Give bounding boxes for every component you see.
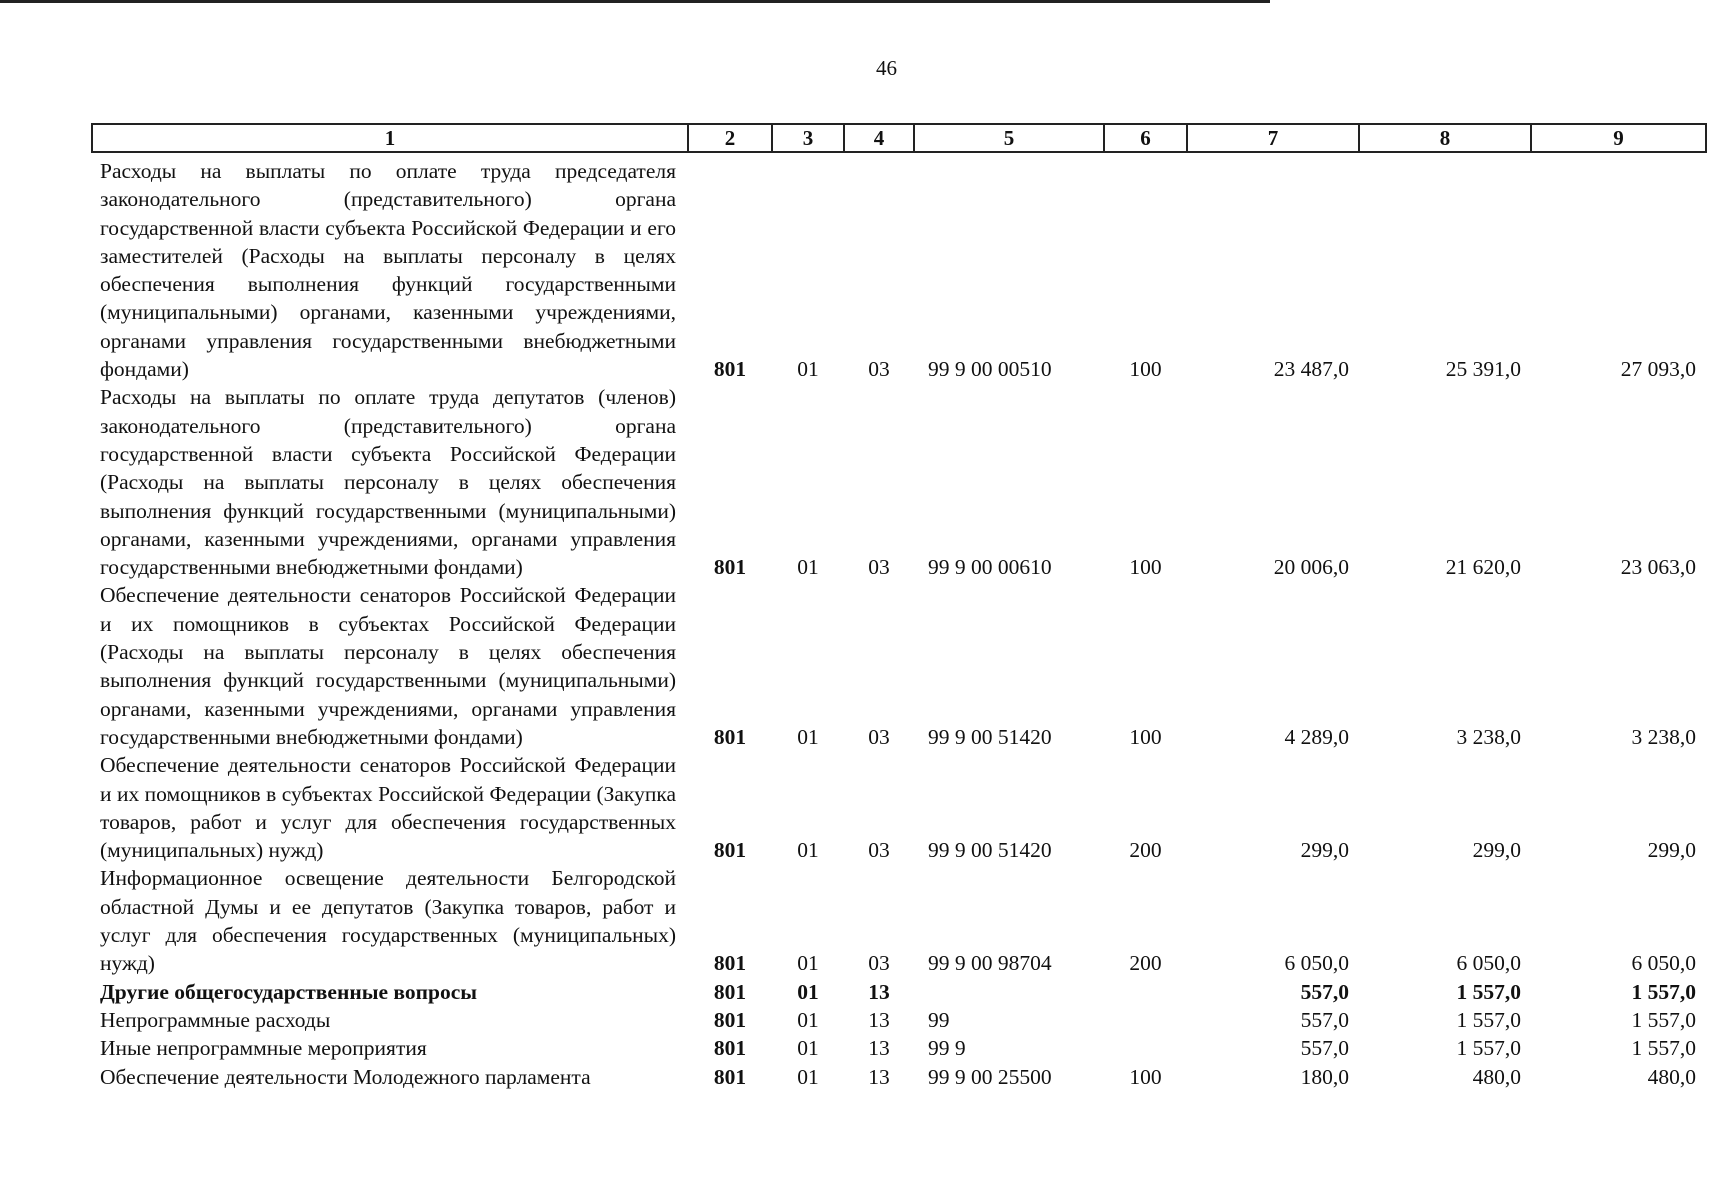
ministry-code: 801	[713, 724, 747, 749]
subsection-code: 13	[868, 1064, 890, 1089]
subsection-code: 13	[868, 1036, 890, 1061]
amount-year-2: 1 557,0	[1456, 1007, 1521, 1032]
amount-year-1: 557,0	[1300, 1007, 1349, 1032]
row-name: Информационное освещение деятельности Белгородской областной Думы и ее депутатов (Закупка товаров, работ и услуг для обеспечения государственных (муниципальных) нужд)	[100, 866, 676, 976]
subsection-code: 03	[868, 357, 890, 382]
row-name: Обеспечение деятельности Молодежного парламента	[100, 1064, 591, 1089]
subsection-code: 03	[868, 555, 890, 580]
column-header: 6	[1104, 124, 1187, 152]
amount-year-3: 27 093,0	[1620, 357, 1696, 382]
target-article-code: 99 9 00 51420	[928, 724, 1052, 749]
ministry-code: 801	[713, 838, 747, 863]
amount-year-1: 299,0	[1300, 838, 1349, 863]
expense-type-code: 200	[1129, 838, 1162, 863]
column-header: 1	[92, 124, 688, 152]
amount-year-1: 180,0	[1300, 1064, 1349, 1089]
amount-year-2: 299,0	[1472, 838, 1521, 863]
amount-year-3: 6 050,0	[1631, 951, 1696, 976]
table-row	[92, 751, 1706, 864]
ministry-code: 801	[713, 555, 747, 580]
subsection-code: 03	[868, 838, 890, 863]
expense-type-code: 100	[1129, 724, 1162, 749]
section-code: 01	[797, 951, 819, 976]
subsection-code: 13	[868, 979, 890, 1004]
amount-year-3: 1 557,0	[1631, 979, 1696, 1004]
expense-type-code: 100	[1129, 555, 1162, 580]
section-code: 01	[797, 1007, 819, 1032]
target-article-code: 99 9	[928, 1036, 966, 1061]
ministry-code: 801	[713, 1064, 747, 1089]
table-row	[92, 581, 1706, 751]
header-row	[92, 124, 1706, 152]
column-header: 2	[688, 124, 772, 152]
target-article-code: 99	[928, 1007, 950, 1032]
amount-year-1: 23 487,0	[1273, 357, 1349, 382]
target-article-code: 99 9 00 25500	[928, 1064, 1052, 1089]
amount-year-1: 20 006,0	[1273, 555, 1349, 580]
amount-year-3: 3 238,0	[1631, 724, 1696, 749]
column-header: 5	[914, 124, 1104, 152]
table-row	[92, 383, 1706, 581]
row-name: Расходы на выплаты по оплате труда председателя законодательного (представительного) органа государственной власти субъекта Российской Федерации и его заместителей (Расходы на выплаты персоналу в целях обеспечения выполнения функций государственными (муниципальными) органами, казенными учреждениями, органами управления государственными внебюджетными фондами)	[100, 159, 676, 382]
table-row	[92, 1034, 1706, 1062]
amount-year-3: 1 557,0	[1631, 1036, 1696, 1061]
column-header: 3	[772, 124, 844, 152]
ministry-code: 801	[713, 951, 747, 976]
amount-year-2: 25 391,0	[1445, 357, 1521, 382]
row-name: Непрограммные расходы	[100, 1007, 331, 1032]
row-name: Иные непрограммные мероприятия	[100, 1036, 427, 1061]
subsection-code: 03	[868, 724, 890, 749]
subsection-code: 13	[868, 1007, 890, 1032]
section-code: 01	[797, 1064, 819, 1089]
expense-type-code	[1104, 1006, 1187, 1034]
target-article-code: 99 9 00 00510	[928, 357, 1052, 382]
section-code: 01	[797, 838, 819, 863]
section-code: 01	[797, 1036, 819, 1061]
page-number: 46	[876, 56, 897, 80]
table-row	[92, 978, 1706, 1006]
expense-type-code: 100	[1129, 1064, 1162, 1089]
expense-type-code: 100	[1129, 357, 1162, 382]
amount-year-1: 557,0	[1300, 1036, 1349, 1061]
amount-year-2: 1 557,0	[1456, 1036, 1521, 1061]
top-rule	[0, 0, 1270, 3]
amount-year-3: 299,0	[1647, 838, 1696, 863]
amount-year-3: 1 557,0	[1631, 1007, 1696, 1032]
column-header: 4	[844, 124, 914, 152]
amount-year-3: 23 063,0	[1620, 555, 1696, 580]
ministry-code: 801	[713, 1036, 747, 1061]
amount-year-3: 480,0	[1647, 1064, 1696, 1089]
row-name: Другие общегосударственные вопросы	[100, 979, 478, 1004]
section-code: 01	[797, 979, 819, 1004]
amount-year-2: 6 050,0	[1456, 951, 1521, 976]
table-row	[92, 152, 1706, 383]
expense-type-code: 200	[1129, 951, 1162, 976]
expense-type-code	[1104, 978, 1187, 1006]
target-article-code	[914, 978, 1104, 1006]
expense-type-code	[1104, 1034, 1187, 1062]
column-header: 7	[1187, 124, 1359, 152]
ministry-code: 801	[713, 1007, 747, 1032]
amount-year-1: 6 050,0	[1284, 951, 1349, 976]
table-row	[92, 864, 1706, 977]
section-code: 01	[797, 357, 819, 382]
amount-year-1: 557,0	[1300, 979, 1349, 1004]
row-name: Расходы на выплаты по оплате труда депутатов (членов) законодательного (представительного) органа государственной власти субъекта Российской Федерации (Расходы на выплаты персоналу в целях обеспечения выполнения функций государственными (муниципальными) органами, казенными учреждениями, органами управления государственными внебюджетными фондами)	[100, 385, 676, 580]
amount-year-1: 4 289,0	[1284, 724, 1349, 749]
target-article-code: 99 9 00 00610	[928, 555, 1052, 580]
row-name: Обеспечение деятельности сенаторов Российской Федерации и их помощников в субъектах Российской Федерации (Закупка товаров, работ и услуг для обеспечения государственных (муниципальных) нужд)	[100, 753, 676, 863]
column-header: 9	[1531, 124, 1706, 152]
section-code: 01	[797, 724, 819, 749]
amount-year-2: 480,0	[1472, 1064, 1521, 1089]
target-article-code: 99 9 00 98704	[928, 951, 1052, 976]
column-header: 8	[1359, 124, 1531, 152]
table-row	[92, 1006, 1706, 1034]
ministry-code: 801	[713, 979, 747, 1004]
ministry-code: 801	[713, 357, 747, 382]
section-code: 01	[797, 555, 819, 580]
row-name: Обеспечение деятельности сенаторов Российской Федерации и их помощников в субъектах Российской Федерации (Расходы на выплаты персоналу в целях обеспечения выполнения функций государственными (муниципальными) органами, казенными учреждениями, органами управления государственными внебюджетными фондами)	[100, 583, 676, 749]
amount-year-2: 3 238,0	[1456, 724, 1521, 749]
budget-table	[91, 123, 1707, 1091]
amount-year-2: 21 620,0	[1445, 555, 1521, 580]
subsection-code: 03	[868, 951, 890, 976]
amount-year-2: 1 557,0	[1456, 979, 1521, 1004]
target-article-code: 99 9 00 51420	[928, 838, 1052, 863]
table-row	[92, 1063, 1706, 1091]
